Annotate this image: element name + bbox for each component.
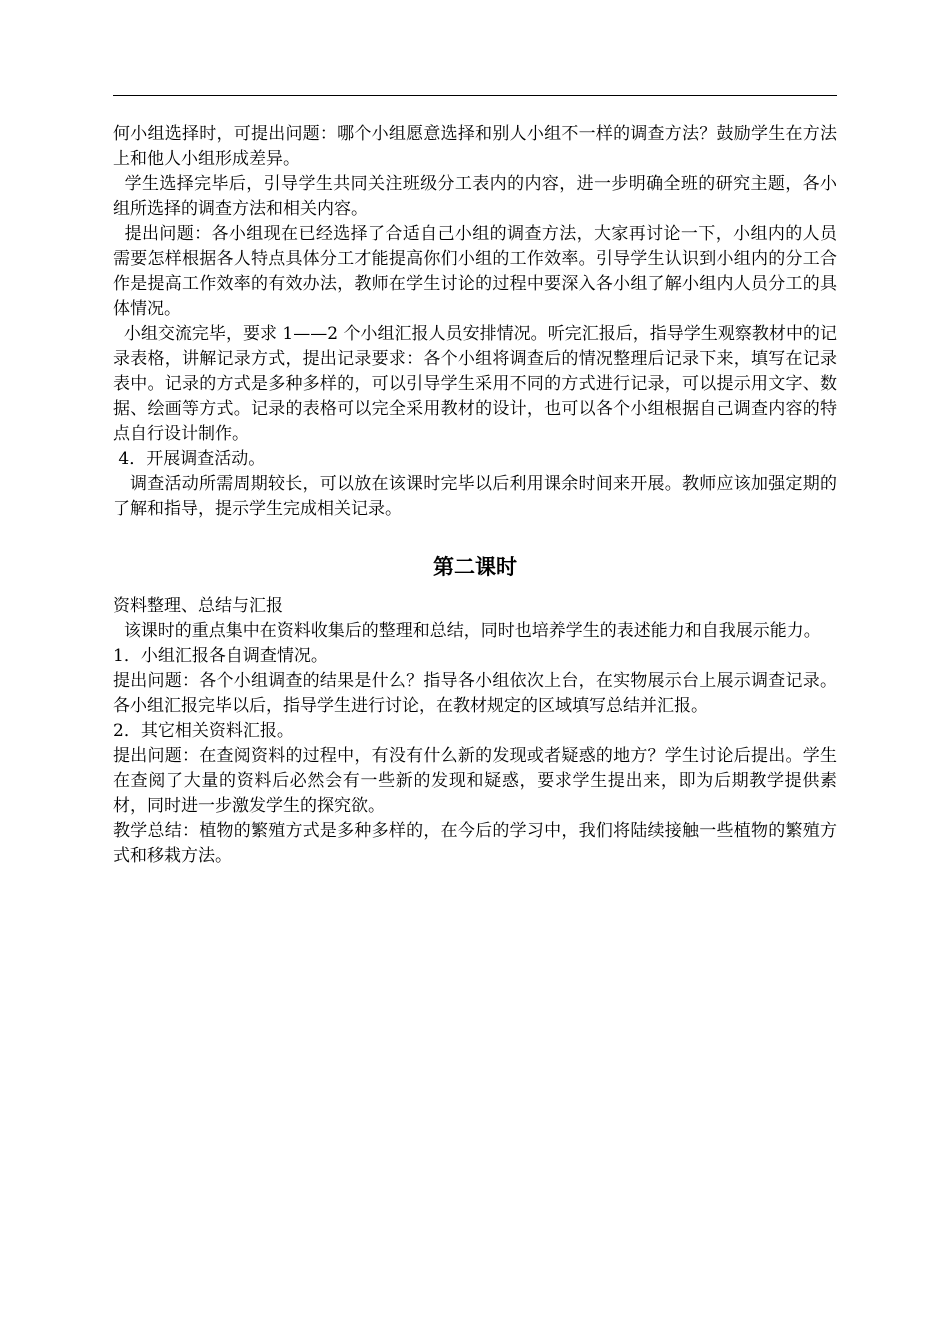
- paragraph: 1．小组汇报各自调查情况。: [113, 646, 328, 666]
- paragraph: 何小组选择时，可提出问题：哪个小组愿意选择和别人小组不一样的调查方法？鼓励学生在方法上和他人小组形成差异。: [113, 124, 837, 169]
- part-two: [113, 594, 837, 869]
- header-rule: [113, 95, 837, 96]
- paragraph: 资料整理、总结与汇报: [113, 596, 283, 616]
- paragraph: 提出问题：各个小组调查的结果是什么？指导各小组依次上台，在实物展示台上展示调查记录。各小组汇报完毕以后，指导学生进行讨论，在教材规定的区域填写总结并汇报。: [113, 671, 837, 716]
- section-heading: 第二课时: [433, 555, 517, 579]
- document-body: [113, 122, 837, 869]
- part-one: [113, 122, 837, 522]
- section-gap: [113, 522, 837, 552]
- paragraph: 小组交流完毕，要求 1——2 个小组汇报人员安排情况。听完汇报后，指导学生观察教材中的记录表格，讲解记录方式，提出记录要求：各个小组将调查后的情况整理后记录下来，填写在记录表中。记录的方式是多种多样的，可以引导学生采用不同的方式进行记录，可以提示用文字、数据、绘画等方式。记录的表格可以完全采用教材的设计，也可以各个小组根据自己调查内容的特点自行设计制作。: [113, 324, 837, 444]
- paragraph: 4．开展调查活动。: [113, 449, 266, 469]
- paragraph: 学生选择完毕后，引导学生共同关注班级分工表内的内容，进一步明确全班的研究主题，各小组所选择的调查方法和相关内容。: [113, 174, 838, 219]
- paragraph: 该课时的重点集中在资料收集后的整理和总结，同时也培养学生的表述能力和自我展示能力。: [113, 621, 821, 641]
- paragraph: 提出问题：在查阅资料的过程中，有没有什么新的发现或者疑惑的地方？学生讨论后提出。学生在查阅了大量的资料后必然会有一些新的发现和疑惑，要求学生提出来，即为后期教学提供素材，同时进一步激发学生的探究欲。: [113, 746, 837, 816]
- paragraph: 提出问题：各小组现在已经选择了合适自己小组的调查方法，大家再讨论一下，小组内的人员需要怎样根据各人特点具体分工才能提高你们小组的工作效率。引导学生认识到小组内的分工合作是提高工作效率的有效办法，教师在学生讨论的过程中要深入各小组了解小组内人员分工的具体情况。: [113, 224, 838, 319]
- paragraph: 2．其它相关资料汇报。: [113, 721, 294, 741]
- paragraph: 教学总结：植物的繁殖方式是多种多样的，在今后的学习中，我们将陆续接触一些植物的繁殖方式和移栽方法。: [113, 821, 837, 866]
- paragraph: 调查活动所需周期较长，可以放在该课时完毕以后利用课余时间来开展。教师应该加强定期的了解和指导，提示学生完成相关记录。: [113, 474, 837, 519]
